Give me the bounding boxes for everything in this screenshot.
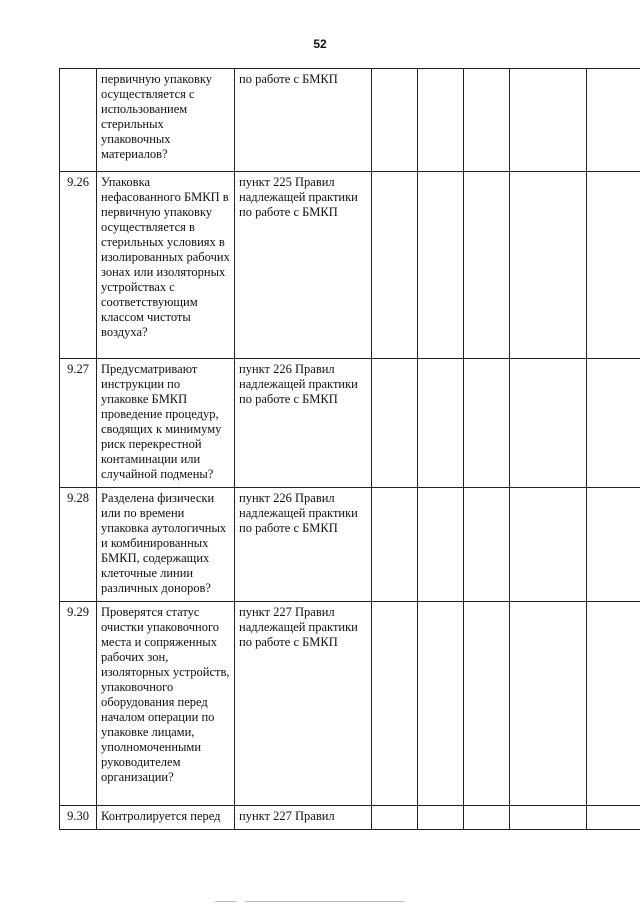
row-number: 9.26: [60, 172, 97, 359]
checklist-table: [59, 68, 640, 830]
row-number: 9.28: [60, 488, 97, 602]
answer-no-cell: [418, 602, 464, 806]
question-cell: Разделена физически или по времени упаковка аутологичных и комбинированных БМКП, содержащих клеточные линии различных доноров?: [97, 488, 235, 602]
requirement-cell: по работе с БМКП: [235, 69, 372, 172]
answer-na-cell: [464, 69, 510, 172]
page-number: 52: [313, 37, 327, 51]
table-row: [60, 602, 640, 806]
requirement-cell: пункт 225 Правил надлежащей практики по работе с БМКП: [235, 172, 372, 359]
table-row: [60, 172, 640, 359]
answer-extra-cell: [510, 806, 587, 830]
row-number: 9.29: [60, 602, 97, 806]
answer-na-cell: [464, 172, 510, 359]
table-row: [60, 488, 640, 602]
answer-no-cell: [418, 806, 464, 830]
question-cell: Предусматривают инструкции по упаковке БМКП проведение процедур, сводящих к минимуму риск перекрестной контаминации или случайной подмены?: [97, 359, 235, 488]
answer-no-cell: [418, 359, 464, 488]
answer-yes-cell: [372, 359, 418, 488]
answer-extra-cell: [510, 602, 587, 806]
answer-no-cell: [418, 69, 464, 172]
requirement-cell: пункт 226 Правил надлежащей практики по работе с БМКП: [235, 488, 372, 602]
notes-cell: [587, 69, 640, 172]
requirement-cell: пункт 227 Правил надлежащей практики по работе с БМКП: [235, 602, 372, 806]
notes-cell: [587, 488, 640, 602]
answer-extra-cell: [510, 359, 587, 488]
answer-na-cell: [464, 806, 510, 830]
row-number: 9.30: [60, 806, 97, 830]
table-row: [60, 359, 640, 488]
scan-artifact-line: [245, 901, 405, 902]
requirement-cell: пункт 226 Правил надлежащей практики по работе с БМКП: [235, 359, 372, 488]
table-row: [60, 806, 640, 830]
answer-yes-cell: [372, 806, 418, 830]
answer-yes-cell: [372, 488, 418, 602]
question-cell: Упаковка нефасованного БМКП в первичную упаковку осуществляется в стерильных условиях в изолированных рабочих зонах или изоляторных устройствах с соответствующим классом чистоты воздуха?: [97, 172, 235, 359]
table-row: [60, 69, 640, 172]
answer-na-cell: [464, 488, 510, 602]
answer-no-cell: [418, 488, 464, 602]
row-number: 9.27: [60, 359, 97, 488]
answer-yes-cell: [372, 602, 418, 806]
scan-artifact-line: [215, 901, 237, 902]
notes-cell: [587, 602, 640, 806]
notes-cell: [587, 806, 640, 830]
answer-yes-cell: [372, 69, 418, 172]
answer-na-cell: [464, 359, 510, 488]
requirement-cell: пункт 227 Правил: [235, 806, 372, 830]
row-number: [60, 69, 97, 172]
question-cell: первичную упаковку осуществляется с использованием стерильных упаковочных материалов?: [97, 69, 235, 172]
answer-extra-cell: [510, 69, 587, 172]
answer-no-cell: [418, 172, 464, 359]
answer-yes-cell: [372, 172, 418, 359]
answer-extra-cell: [510, 488, 587, 602]
answer-extra-cell: [510, 172, 587, 359]
question-cell: Контролируется перед: [97, 806, 235, 830]
question-cell: Проверятся статус очистки упаковочного места и сопряженных рабочих зон, изоляторных устройств, упаковочного оборудования перед началом операции по упаковке лицами, уполномоченными руководителем организации?: [97, 602, 235, 806]
notes-cell: [587, 359, 640, 488]
notes-cell: [587, 172, 640, 359]
answer-na-cell: [464, 602, 510, 806]
